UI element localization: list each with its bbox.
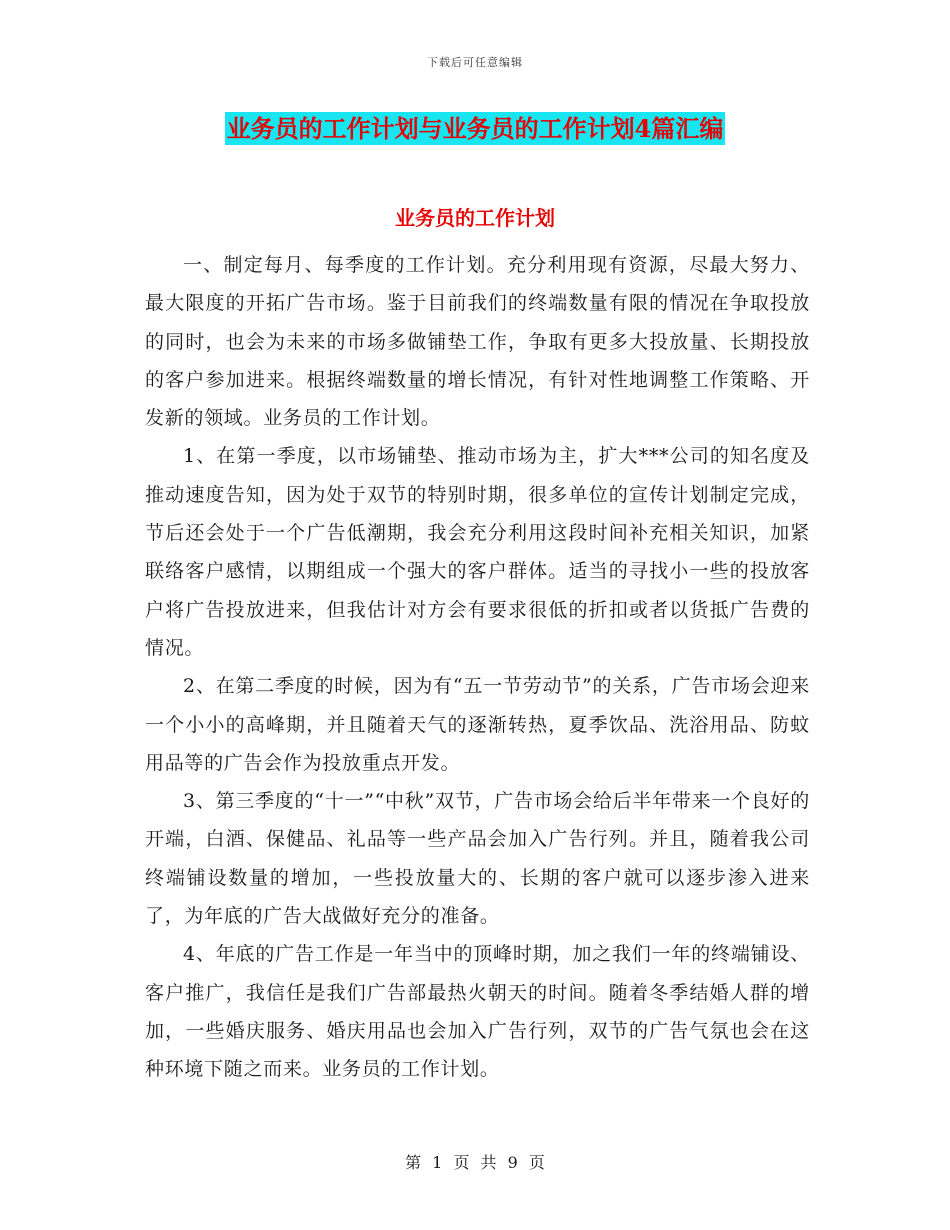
paragraph-q4: 4、年底的广告工作是一年当中的顶峰时期，加之我们一年的终端铺设、客户推广，我信任是我们广告部最热火朝天的时间。随着冬季结婚人群的增加，一些婚庆服务、婚庆用品也会加入广告行列，双节的广告气氛也会在这种环境下随之而来。业务员的工作计划。	[145, 943, 810, 1081]
page-number-footer: 第 1 页 共 9 页	[405, 1153, 545, 1172]
header-note: 下载后可任意编辑	[427, 56, 523, 69]
document-title	[0, 112, 950, 149]
paragraph-q2: 2、在第二季度的时候，因为有“五一节劳动节”的关系，广告市场会迎来一个小小的高峰期，并且随着天气的逐渐转热，夏季饮品、洗浴用品、防蚊用品等的广告会作为投放重点开发。	[145, 675, 810, 774]
document-body	[145, 246, 810, 1089]
document-title-text: 业务员的工作计划与业务员的工作计划4篇汇编	[226, 114, 724, 143]
section-title: 业务员的工作计划	[395, 206, 555, 230]
paragraph-q1: 1、在第一季度，以市场铺垫、推动市场为主，扩大***公司的知名度及推动速度告知，因为处于双节的特别时期，很多单位的宣传计划制定完成，节后还会处于一个广告低潮期，我会充分利用这段时间补充相关知识，加紧联络客户感情，以期组成一个强大的客户群体。适当的寻找小一些的投放客户将广告投放进来，但我估计对方会有要求很低的折扣或者以货抵广告费的情况。	[145, 445, 810, 659]
paragraph-q3: 3、第三季度的“十一”“中秋”双节，广告市场会给后半年带来一个良好的开端，白酒、保健品、礼品等一些产品会加入广告行列。并且，随着我公司终端铺设数量的增加，一些投放量大的、长期的客户就可以逐步渗入进来了，为年底的广告大战做好充分的准备。	[145, 790, 810, 928]
paragraph-intro: 一、制定每月、每季度的工作计划。充分利用现有资源，尽最大努力、最大限度的开拓广告市场。鉴于目前我们的终端数量有限的情况在争取投放的同时，也会为未来的市场多做铺垫工作，争取有更多大投放量、长期投放的客户参加进来。根据终端数量的增长情况，有针对性地调整工作策略、开发新的领域。业务员的工作计划。	[145, 254, 810, 430]
